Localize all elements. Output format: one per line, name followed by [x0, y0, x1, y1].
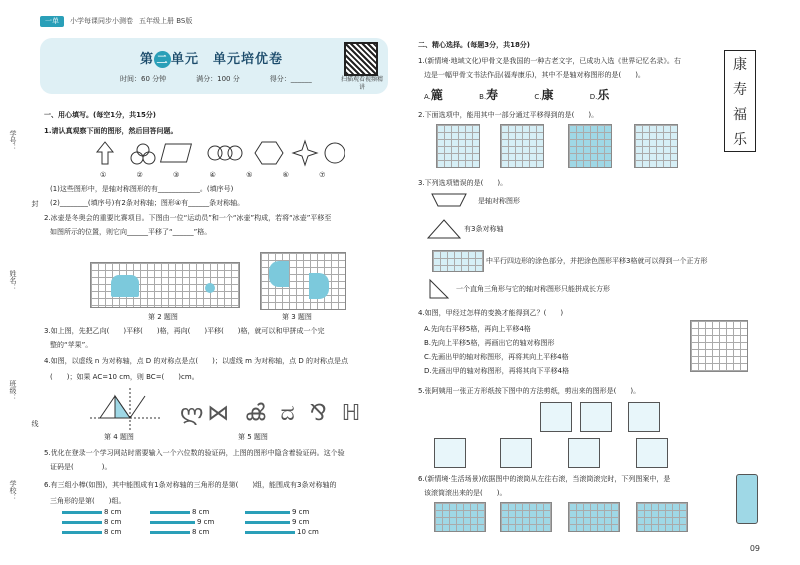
s1-q3a: 3.如上图，先把乙向( )平移( )格，再向( )平移( )格，就可以和甲拼成一个完 [44, 327, 325, 335]
s1-q5a: 5.优化在登录一个学习网站时需要输入一个六位数的验证码，上图的图形中隐含着验证码。这个验 [44, 449, 345, 457]
side-class: 班级： [9, 380, 17, 401]
s2-q4c: C.先画出甲的轴对称图形，再将其向上平移4格 [424, 353, 569, 361]
q5-option-b [500, 438, 532, 468]
qr-code-icon[interactable] [344, 42, 378, 76]
oracle-calligraphy: 康 寿 福 乐 [724, 50, 756, 152]
curling-grid [90, 262, 240, 308]
s2-q3b: 有3条对称轴 [464, 225, 504, 233]
q2-option-c [568, 124, 612, 168]
s1-q6a: 6.有三组小棒(如图)，其中能围成有1条对称轴的三角形的是第( )组，能围成有3条对称轴的 [44, 481, 337, 489]
s1-q2b: 如图所示的位置，则它向______平移了“______”格。 [50, 228, 212, 236]
s1-q5b: 证码是( )。 [50, 463, 112, 471]
s2-q4b: B.先向上平移5格，再画出它的轴对称图形 [424, 339, 555, 347]
qr-caption: 扫描观看视频精讲 [340, 76, 383, 91]
s1-q1a: (1)这些图形中，是轴对称图形的有____________。(填序号) [50, 185, 234, 193]
s2-q1b: 边是一幅甲骨文书法作品(福寿康乐)，其中不是轴对称图形的是( )。 [424, 71, 645, 79]
paper-fold-step-1 [540, 402, 572, 432]
side-name: 姓名： [9, 270, 17, 291]
apple-part-jia-icon [309, 273, 329, 299]
s1-q3b: 整的“苹果”。 [50, 341, 93, 349]
q4-figure [90, 388, 160, 430]
paper-cut-step [628, 402, 660, 432]
s1-q6b: 三角形的是第( )组。 [50, 497, 126, 505]
star-shape-icon [293, 141, 317, 165]
q5-option-d [636, 438, 668, 468]
s2-q3a: 是轴对称图形 [478, 197, 520, 205]
s2-q1-options: A.簏 B.寿 C.康 D.乐 [424, 88, 610, 102]
q2-option-a [436, 124, 480, 168]
q5-option-a [434, 438, 466, 468]
unit-number: 二 [154, 51, 171, 68]
apple-part-yi-icon [269, 261, 289, 287]
s2-q3c: 中平行四边形的涂色部分，并把涂色图形平移3格就可以得到一个正方形 [486, 257, 708, 265]
athlete-figure-icon [111, 275, 139, 297]
book-title: 小学每课同步小测卷 [70, 17, 133, 25]
unit-title [140, 48, 283, 68]
s1-q2a: 2.冰壶是冬奥会的重要比赛项目。下图由一位“运动员”和一个“冰壶”构成，若将“冰壶”平移至 [44, 214, 332, 222]
triangle-shape-icon [424, 218, 464, 240]
q5-option-c [568, 438, 600, 468]
side-cut-2: 线 [31, 420, 39, 427]
parallelogram-grid [432, 250, 484, 272]
s2-q2: 2.下面选项中，能用其中一部分通过平移得到的是( )。 [418, 111, 599, 119]
s1-q1: 1.请认真观察下面的图形，然后回答问题。 [44, 127, 178, 135]
fig4-caption: 第 4 题图 [104, 433, 134, 441]
fig2-caption: 第 2 题图 [148, 313, 178, 321]
time-label: 时间：60 分钟 [120, 75, 167, 83]
parallelogram-shape-icon [161, 144, 192, 162]
s2-q3d: 一个直角三角形与它的轴对称图形只能拼成长方形 [456, 285, 610, 293]
q6-option-d [636, 502, 688, 532]
q1-shape-labels: ① ② ③ ④ ⑤ ⑥ ⑦ [100, 171, 326, 179]
arrow-shape-icon [97, 142, 113, 164]
section2-title: 二、精心选择。(每题3分，共18分) [418, 41, 531, 49]
s1-q4b: ( )；如果 AC=10 cm，则 BC=( )cm。 [50, 373, 199, 381]
q6-option-c [568, 502, 620, 532]
circle-shape-icon [325, 143, 345, 163]
curling-stone-icon [205, 283, 215, 293]
s2-q4a: A.先向右平移5格，再向上平移4格 [424, 325, 531, 333]
unit-banner [40, 38, 388, 94]
s2-q6a: 6.(新情境·生活场景)依据图中的滚筒从左往右滚，当滚筒滚完时，下列图案中，是 [418, 475, 671, 483]
s2-q6b: 该滚筒滚出来的是( )。 [424, 489, 507, 497]
side-cut-1: 封 [31, 200, 39, 207]
right-triangle-shape-icon [428, 278, 452, 300]
paper-fold-step-2 [580, 402, 612, 432]
title-pre: 第 [140, 52, 155, 67]
page-number: 09 [749, 544, 760, 553]
fig3-caption: 第 3 题图 [282, 313, 312, 321]
s1-q1b: (2)________(填序号)有2条对称轴；图形④有______条对称轴。 [50, 199, 245, 207]
section1-title: 一、用心填写。(每空1分，共15分) [44, 111, 157, 119]
trapezoid-shape-icon [424, 192, 474, 210]
paint-roller-icon [736, 474, 758, 524]
hexagon-shape-icon [255, 142, 283, 164]
score-label: 满分：100 分 [196, 75, 240, 83]
s2-q1a: 1.(新情境·地域文化)甲骨文是我国的一种古老文字，已成功入选《世界记忆名录》。右 [418, 57, 681, 65]
side-id: 学号： [9, 130, 17, 151]
s2-q4: 4.如图，甲经过怎样的变换才能得到乙？( ) [418, 309, 564, 317]
s2-q5: 5.张阿姨用一张正方形纸按下图中的方法剪纸，剪出来的图形是( )。 [418, 387, 641, 395]
q4-grid [690, 320, 748, 372]
fig5-caption: 第 5 题图 [238, 433, 268, 441]
q6-option-a [434, 502, 486, 532]
side-school: 学校： [9, 480, 17, 501]
q2-option-b [500, 124, 544, 168]
got-label: 得分：______ [269, 75, 312, 83]
q1-shapes [95, 138, 345, 168]
s2-q3: 3.下列选项错误的是( )。 [418, 179, 508, 187]
header-badge: 一单 [40, 16, 64, 27]
title-post: 单元 单元培优卷 [171, 52, 284, 67]
s2-q4d: D.先画出甲的轴对称图形，再将其向下平移4格 [424, 367, 570, 375]
q2-option-d [634, 124, 678, 168]
apple-grid [260, 252, 346, 310]
top-bar [40, 14, 400, 28]
trefoil-shape-icon [137, 144, 149, 156]
q5-glyphs: ლ⋈ ൿ ದ ⅋ ℍ [180, 401, 365, 426]
q6-option-b [500, 502, 552, 532]
grade-label: 五年级上册 BS版 [139, 17, 193, 25]
s1-q4a: 4.如图，以虚线 n 为对称轴，点 D 的对称点是点( )；以虚线 m 为对称轴，点 D 的对称点是点 [44, 357, 348, 365]
exam-meta [120, 74, 312, 84]
